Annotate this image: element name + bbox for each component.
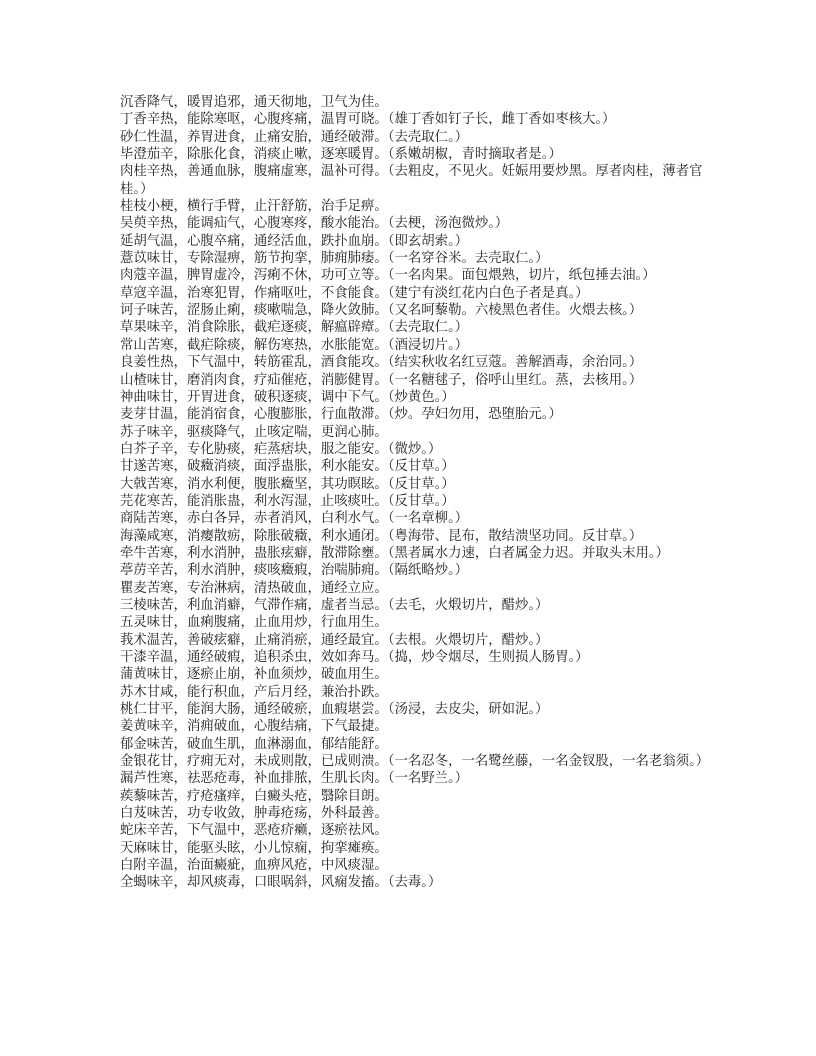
text-line: 诃子味苦，涩肠止痢，痰嗽喘急，降火敛肺。（又名呵藜勒。六棱黑色者佳。火煨去核。） xyxy=(120,303,643,319)
text-line: 薏苡味甘，专除湿痹，筋节拘挛，肺痈肺痿。（一名穿谷米。去壳取仁。） xyxy=(120,251,549,267)
text-line: 金银花甘，疗痈无对，未成则散，已成则溃。（一名忍冬，一名鹭丝藤，一名金钗股，一名老翁须。） xyxy=(120,754,710,770)
text-line: 芫花寒苦，能消胀蛊，利水泻湿，止咳痰吐。（反甘草。） xyxy=(120,493,455,509)
text-line: 砂仁性温，养胃进食，止痛安胎，通经破滞。（去壳取仁。） xyxy=(120,129,469,145)
text-line: 桃仁甘平，能润大肠，通经破瘀，血瘕堪尝。（汤浸，去皮尖，研如泥。） xyxy=(120,702,549,718)
text-line: 大戟苦寒，消水利便，腹胀癥坚，其功瞑眩。（反甘草。） xyxy=(120,476,455,492)
text-line: 甘遂苦寒，破癥消痰，面浮蛊胀，利水能安。（反甘草。） xyxy=(120,459,455,475)
text-line: 牵牛苦寒，利水消肿，蛊胀痃癖，散滞除壅。（黑者属水力速，白者属金力迟。并取头末用。） xyxy=(120,545,670,561)
text-line: 吴萸辛热，能调疝气，心腹寒疼，酸水能治。（去梗，汤泡微炒。） xyxy=(120,216,509,232)
text-line: 毕澄茄辛，除胀化食，消痰止嗽，逐寒暖胃。（系嫩胡椒，青时摘取者是。） xyxy=(120,147,562,163)
text-line: 神曲味甘，开胃进食，破积逐痰，调中下气。（炒黄色。） xyxy=(120,389,455,405)
text-line: 干漆辛温，通经破瘕，追积杀虫，效如奔马。（捣，炒令烟尽，生则损人肠胃。） xyxy=(120,650,589,665)
text-line: 白芥子辛，专化胁痰，疟蒸痞块，服之能安。（微炒。） xyxy=(120,441,442,457)
text-line: 良姜性热，下气温中，转筋霍乱，酒食能攻。（结实秋收名红豆蔻。善解酒毒，余治同。） xyxy=(120,355,643,371)
text-line: 草果味辛，消食除胀，截疟逐痰，解瘟辟瘴。（去壳取仁。） xyxy=(120,320,469,336)
text-line: 全蝎味辛，却风痰毒，口眼㖞斜，风痫发搐。（去毒。） xyxy=(120,875,442,891)
text-line: 郁金味苦，破血生肌，血淋溺血，郁结能舒。 xyxy=(120,736,388,752)
text-line: 白附辛温，治面癜疵，血痹风疮，中风痰湿。 xyxy=(120,858,388,874)
text-line: 蛇床辛苦，下气温中，恶疮疥癞，逐瘀祛风。 xyxy=(120,823,388,839)
text-line: 苏木甘咸，能行积血，产后月经，兼治扑跌。 xyxy=(120,684,388,700)
text-line: 沉香降气，暖胃追邪，通天彻地，卫气为佳。 xyxy=(120,95,388,110)
text-line: 山楂味甘，磨消肉食，疗疝催疮，消膨健胃。（一名糖毬子，俗呼山里红。蒸，去核用。） xyxy=(120,372,643,388)
text-line: 五灵味甘，血痢腹痛，止血用炒，行血用生。 xyxy=(120,615,388,631)
document-body xyxy=(120,94,710,892)
text-line: 天麻味甘，能驱头眩，小儿惊痫，拘挛瘫痪。 xyxy=(120,840,388,856)
text-line: 麦芽甘温，能消宿食，心腹膨胀，行血散滞。（炒。孕妇勿用，恐堕胎元。） xyxy=(120,407,562,423)
text-line: 肉桂辛热，善通血脉，腹痛虚寒，温补可得。（去粗皮，不见火。妊娠用要炒黑。厚者肉桂，薄者官桂。） xyxy=(120,164,703,197)
text-line: 苏子味辛，驱痰降气，止咳定喘，更润心肺。 xyxy=(120,424,388,440)
text-line: 漏芦性寒，祛恶疮毒，补血排脓，生肌长肉。（一名野兰。） xyxy=(120,771,469,787)
text-line: 延胡气温，心腹卒痛，通经活血，跌扑血崩。（即玄胡索。） xyxy=(120,233,469,249)
text-line: 三棱味苦，利血消癖，气滞作痛，虚者当忌。（去毛，火煅切片，醋炒。） xyxy=(120,597,549,613)
text-line: 白芨味苦，功专收敛，肿毒疮疡，外科最善。 xyxy=(120,806,388,822)
text-line: 蒲黄味甘，逐瘀止崩，补血须炒，破血用生。 xyxy=(120,667,388,683)
text-line: 肉蔻辛温，脾胃虚冷，泻痢不休，功可立等。（一名肉果。面包煨熟，切片，纸包捶去油。） xyxy=(120,268,656,284)
text-line: 莪术温苦，善破痃癖，止痛消瘀，通经最宜。（去根。火煨切片，醋炒。） xyxy=(120,632,549,648)
text-line: 桂枝小梗，横行手臂，止汗舒筋，治手足痹。 xyxy=(120,199,388,215)
text-line: 丁香辛热，能除寒呕，心腹疼痛，温胃可晓。（雄丁香如钉子长，雌丁香如枣核大。） xyxy=(120,112,616,128)
text-line: 常山苦寒，截疟除痰，解伤寒热，水胀能宽。（酒浸切片。） xyxy=(120,337,469,353)
text-line: 蒺藜味苦，疗疮瘙痒，白癜头疮，翳除目朗。 xyxy=(120,788,388,804)
text-line: 商陆苦寒，赤白各异，赤者消风，白利水气。（一名章柳。） xyxy=(120,511,469,527)
text-line: 海藻咸寒，消瘿散疬，除胀破癥，利水通闭。（粤海带、昆布，散结溃坚功同。反甘草。） xyxy=(120,528,643,544)
text-line: 瞿麦苦寒，专治淋病，清热破血，通经立应。 xyxy=(120,580,388,596)
text-line: 草寇辛温，治寒犯胃，作痛呕吐，不食能食。（建宁有淡红花内白色子者是真。） xyxy=(120,285,589,301)
text-line: 姜黄味辛，消痈破血，心腹结痛，下气最捷。 xyxy=(120,719,388,735)
text-line: 葶苈辛苦，利水消肿，痰咳癥瘕，治喘肺痈。（隔纸略炒。） xyxy=(120,563,469,579)
